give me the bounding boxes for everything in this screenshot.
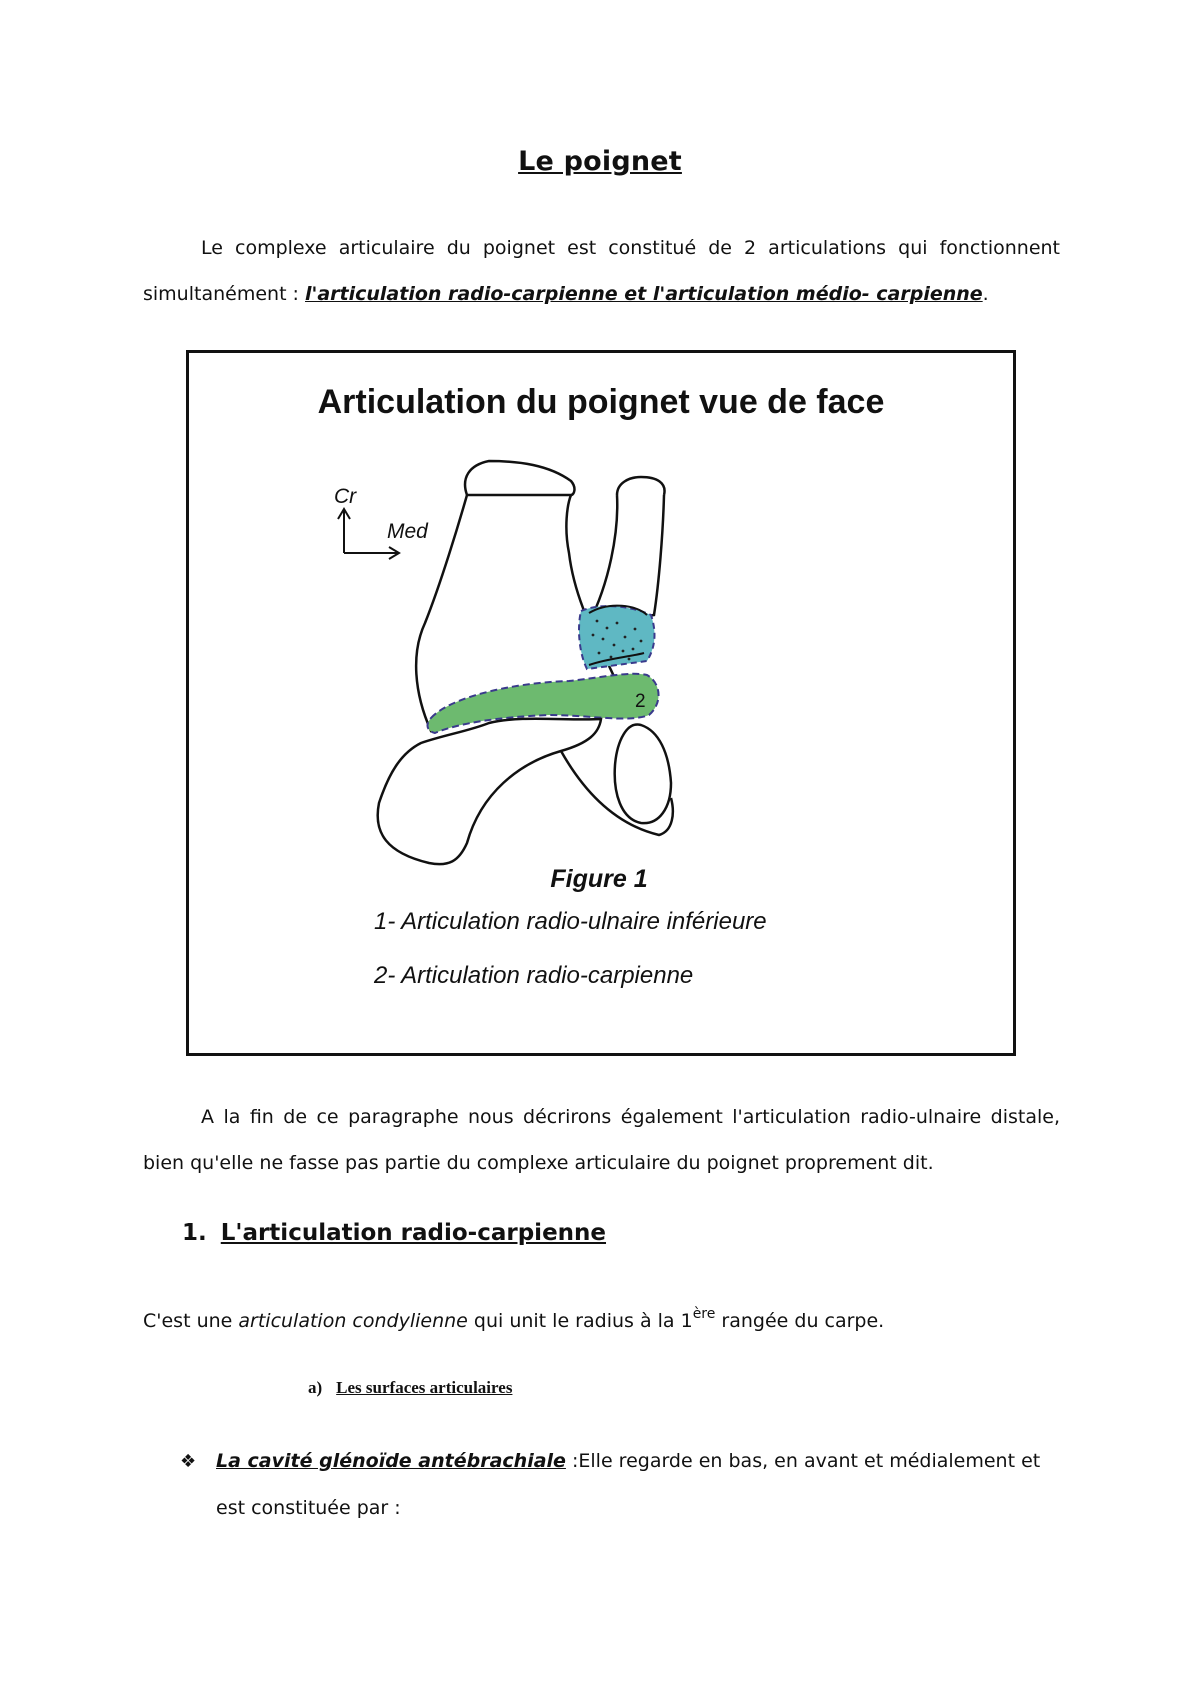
- wrist-diagram: [189, 353, 1013, 1053]
- figure-caption-line1: 1- Articulation radio-ulnaire inférieure: [374, 908, 767, 935]
- figure-1: [186, 350, 1016, 1056]
- figure-caption-line2: 2- Articulation radio-carpienne: [374, 962, 694, 989]
- definition-sentence: [143, 1306, 884, 1332]
- intro-emphasis: l'articulation radio-carpienne et l'articulation médio- carpienne: [305, 283, 983, 305]
- radius-shaft-top: [465, 461, 574, 495]
- section-title: L'articulation radio-carpienne: [220, 1220, 607, 1246]
- axis-med-label: Med: [387, 520, 428, 543]
- bullet-text: :Elle regarde en bas, en avant et médialement et est constituée par :: [216, 1450, 1041, 1519]
- green-region-radio-carpal: [428, 674, 659, 733]
- sentence-after: rangée du carpe.: [715, 1310, 885, 1332]
- bullet-body: [216, 1438, 1056, 1532]
- diamond-bullet-icon: ❖: [180, 1451, 197, 1472]
- intro-end: .: [982, 283, 989, 305]
- ulna-top: [617, 477, 665, 495]
- label-marker-2: 2: [635, 691, 646, 712]
- paragraph-2: [143, 1094, 1060, 1186]
- axis-cr-label: Cr: [334, 485, 357, 508]
- intro-paragraph: [143, 225, 1060, 317]
- paragraph-2-text: A la fin de ce paragraphe nous décrirons également l'articulation radio-ulnaire distale, bien qu'elle ne fasse pas partie du complexe articulaire du poignet proprement dit.: [143, 1106, 1060, 1174]
- blue-region-radio-ulnar: [579, 606, 654, 669]
- intro-text: Le complexe articulaire du poignet est constitué de 2 articulations qui fonctionnent simultanément :: [143, 237, 1060, 305]
- subsection-heading-a: [308, 1378, 512, 1398]
- carpal-bone-small: [615, 724, 671, 823]
- sentence-middle: qui unit le radius à la 1: [467, 1310, 693, 1332]
- carpal-bone-large: [378, 719, 601, 864]
- figure-heading: Articulation du poignet vue de face: [317, 383, 885, 421]
- page-title: Le poignet: [518, 146, 682, 177]
- sentence-before: C'est une: [143, 1310, 239, 1332]
- bullet-term: La cavité glénoïde antébrachiale: [216, 1450, 566, 1472]
- subsection-label: a): [308, 1378, 323, 1397]
- figure-caption-title: Figure 1: [550, 865, 648, 893]
- sentence-italic: articulation condylienne: [238, 1310, 468, 1332]
- sentence-superscript: ère: [692, 1306, 716, 1322]
- section-number: 1.: [182, 1220, 207, 1246]
- ulna-bone: [589, 495, 664, 623]
- subsection-title: Les surfaces articulaires: [336, 1378, 513, 1397]
- section-heading-1: [182, 1220, 606, 1246]
